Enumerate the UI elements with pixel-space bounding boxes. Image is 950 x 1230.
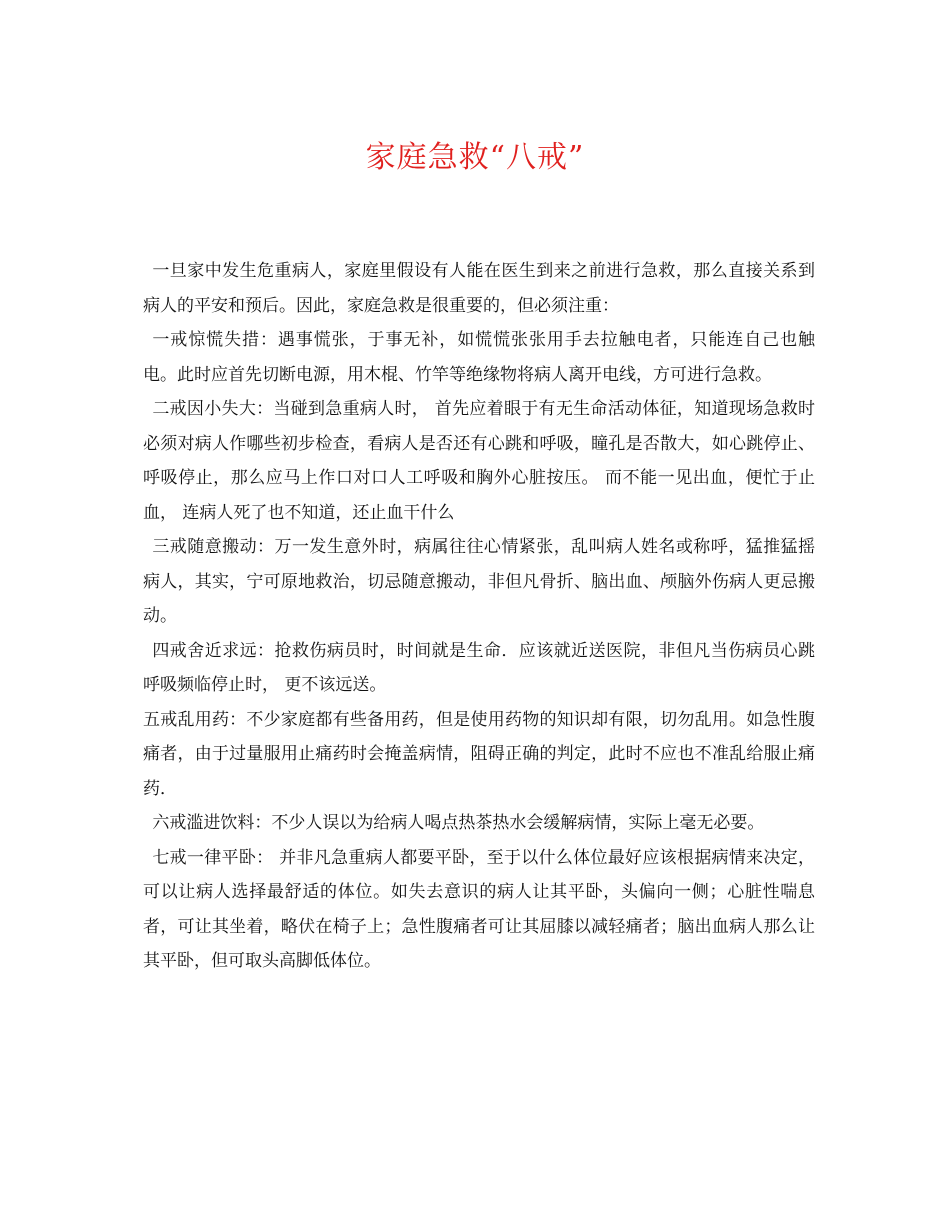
document-body	[143, 254, 815, 979]
rule-paragraph-2: 二戒因小失大：当碰到急重病人时， 首先应着眼于有无生命活动体征，知道现场急救时必须对病人作哪些初步检查，看病人是否还有心跳和呼吸，瞳孔是否散大，如心跳停止、呼吸停止，那么应马上作口对口人工呼吸和胸外心脏按压。 而不能一见出血，便忙于止血， 连病人死了也不知道，还止血干什么	[143, 399, 815, 523]
rule-paragraph-5: 五戒乱用药：不少家庭都有些备用药，但是使用药物的知识却有限，切勿乱用。如急性腹痛者，由于过量服用止痛药时会掩盖病情，阻碍正确的判定，此时不应也不准乱给服止痛药．	[143, 709, 815, 799]
document-title: 家庭急救“八戒”	[365, 140, 585, 175]
rule-paragraph-6: 六戒滥进饮料：不少人误以为给病人喝点热茶热水会缓解病情，实际上毫无必要。	[152, 813, 765, 833]
rule-paragraph-1: 一戒惊慌失措：遇事慌张，于事无补，如慌慌张张用手去拉触电者，只能连自己也触电。此时应首先切断电源，用木棍、竹竿等绝缘物将病人离开电线，方可进行急救。	[143, 330, 815, 385]
rule-paragraph-4: 四戒舍近求远：抢救伤病员时，时间就是生命．应该就近送医院，非但凡当伤病员心跳呼吸频临停止时， 更不该远送。	[143, 640, 815, 695]
rule-paragraph-3: 三戒随意搬动：万一发生意外时，病属往往心情紧张，乱叫病人姓名或称呼，猛推猛摇病人，其实，宁可原地救治，切忌随意搬动，非但凡骨折、脑出血、颅脑外伤病人更忌搬动。	[143, 537, 815, 626]
rule-paragraph-7: 七戒一律平卧： 并非凡急重病人都要平卧，至于以什么体位最好应该根据病情来决定，可以让病人选择最舒适的体位。如失去意识的病人让其平卧，头偏向一侧；心脏性喘息者，可让其坐着，略伏在椅子上；急性腹痛者可让其屈膝以减轻痛者；脑出血病人那么让其平卧，但可取头高脚低体位。	[143, 847, 815, 971]
intro-paragraph: 一旦家中发生危重病人，家庭里假设有人能在医生到来之前进行急救，那么直接关系到病人的平安和预后。因此，家庭急救是很重要的，但必须注重：	[143, 261, 815, 316]
